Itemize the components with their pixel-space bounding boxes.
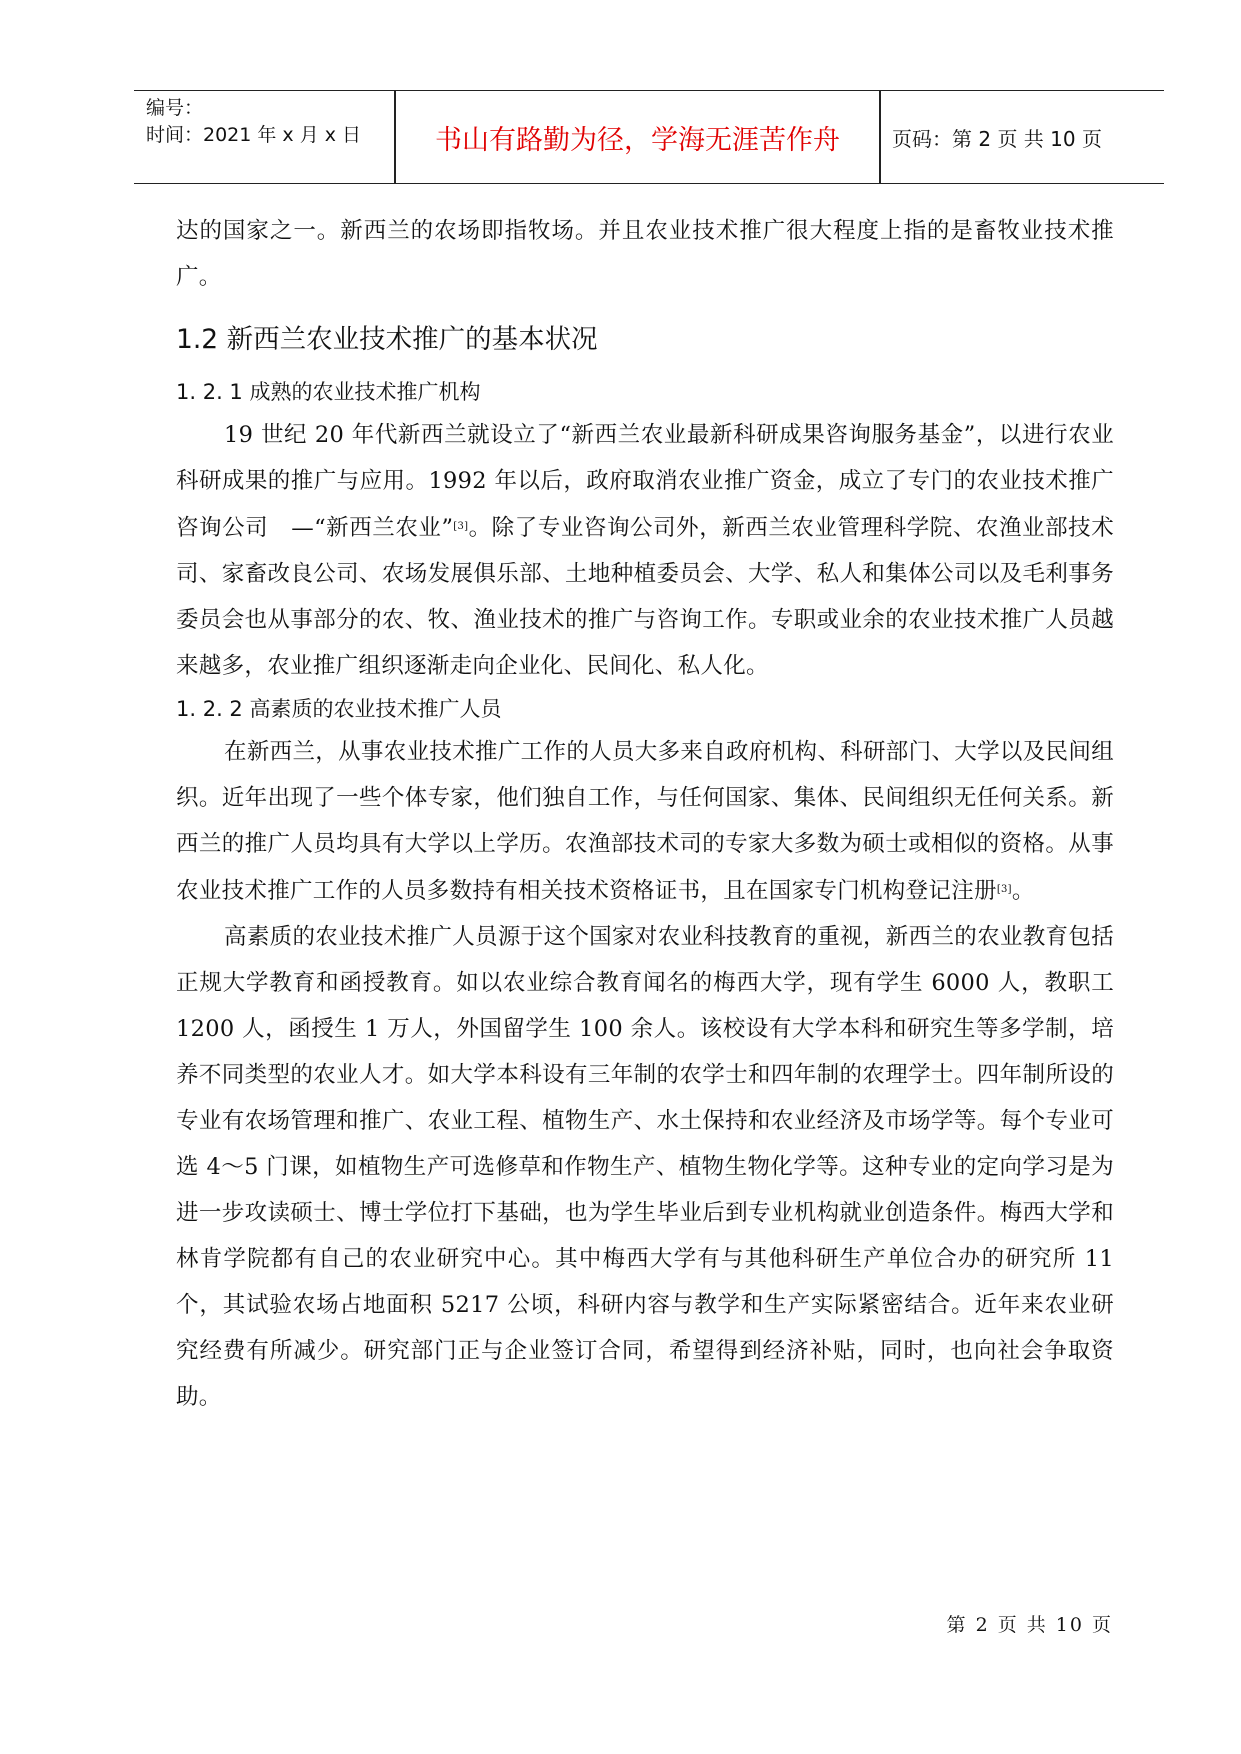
document-body — [176, 208, 1114, 1420]
document-number-label: 编号： — [146, 97, 204, 119]
header-page-info: 页码：第 2 页 共 10 页 — [892, 126, 1102, 151]
section-heading-1-2: 1.2 新西兰农业技术推广的基本状况 — [176, 324, 598, 355]
paragraph-organizations — [176, 412, 1114, 689]
document-header — [134, 90, 1164, 184]
subsection-heading-1-2-1: 1. 2. 1 成熟的农业技术推广机构 — [176, 380, 481, 404]
citation-ref: [3] — [996, 884, 1012, 895]
header-meta — [146, 95, 396, 149]
header-motto: 书山有路勤为径，学海无涯苦作舟 — [435, 124, 840, 156]
paragraph-text: 。 — [1011, 878, 1035, 904]
page-footer: 第 2 页 共 10 页 — [946, 1614, 1113, 1636]
paragraph-text: 19 世纪 20 年代新西兰就设立了“新西兰农业最新科研成果咨询服务基金”，以进行农业科研成果的推广与应用。1992 年以后，政府取消农业推广资金，成立了专门的农业技术推广咨询公司 —“新西兰农业” — [176, 422, 1114, 541]
subsection-heading-1-2-2: 1. 2. 2 高素质的农业技术推广人员 — [176, 697, 502, 721]
citation-ref: [3] — [453, 521, 469, 532]
header-divider-right — [879, 91, 881, 183]
paragraph-education: 高素质的农业技术推广人员源于这个国家对农业科技教育的重视，新西兰的农业教育包括正规大学教育和函授教育。如以农业综合教育闻名的梅西大学，现有学生 6000 人，教职工 1200 人，函授生 1 万人，外国留学生 100 余人。该校设有大学本科和研究生等多学制，培养不同类型的农业人才。如大学本科设有三年制的农学士和四年制的农理学士。四年制所设的专业有农场管理和推广、农业工程、植物生产、水土保持和农业经济及市场学等。每个专业可选 4～5 门课，如植物生产可选修草和作物生产、植物生物化学等。这种专业的定向学习是为进一步攻读硕士、博士学位打下基础，也为学生毕业后到专业机构就业创造条件。梅西大学和林肯学院都有自己的农业研究中心。其中梅西大学有与其他科研生产单位合办的研究所 11 个，其试验农场占地面积 5217 公顷，科研内容与教学和生产实际紧密结合。近年来农业研究经费有所减少。研究部门正与企业签订合同，希望得到经济补贴，同时，也向社会争取资助。 — [176, 924, 1114, 1410]
paragraph-text: 。除了专业咨询公司外，新西兰农业管理科学院、农渔业部技术司、家畜改良公司、农场发展俱乐部、土地种植委员会、大学、私人和集体公司以及毛利事务委员会也从事部分的农、牧、渔业技术的推广与咨询工作。专职或业余的农业技术推广人员越来越多，农业推广组织逐渐走向企业化、民间化、私人化。 — [176, 515, 1115, 679]
paragraph-text: 在新西兰，从事农业技术推广工作的人员大多来自政府机构、科研部门、大学以及民间组织。近年出现了一些个体专家，他们独自工作，与任何国家、集体、民间组织无任何关系。新西兰的推广人员均具有大学以上学历。农渔部技术司的专家大多数为硕士或相似的资格。从事农业技术推广工作的人员多数持有相关技术资格证书，且在国家专门机构登记注册 — [176, 739, 1114, 904]
paragraph-continuation: 达的国家之一。新西兰的农场即指牧场。并且农业技术推广很大程度上指的是畜牧业技术推广。 — [176, 218, 1114, 290]
document-time-label: 时间：2021 年 x 月 x 日 — [146, 124, 362, 146]
paragraph-personnel — [176, 729, 1114, 914]
